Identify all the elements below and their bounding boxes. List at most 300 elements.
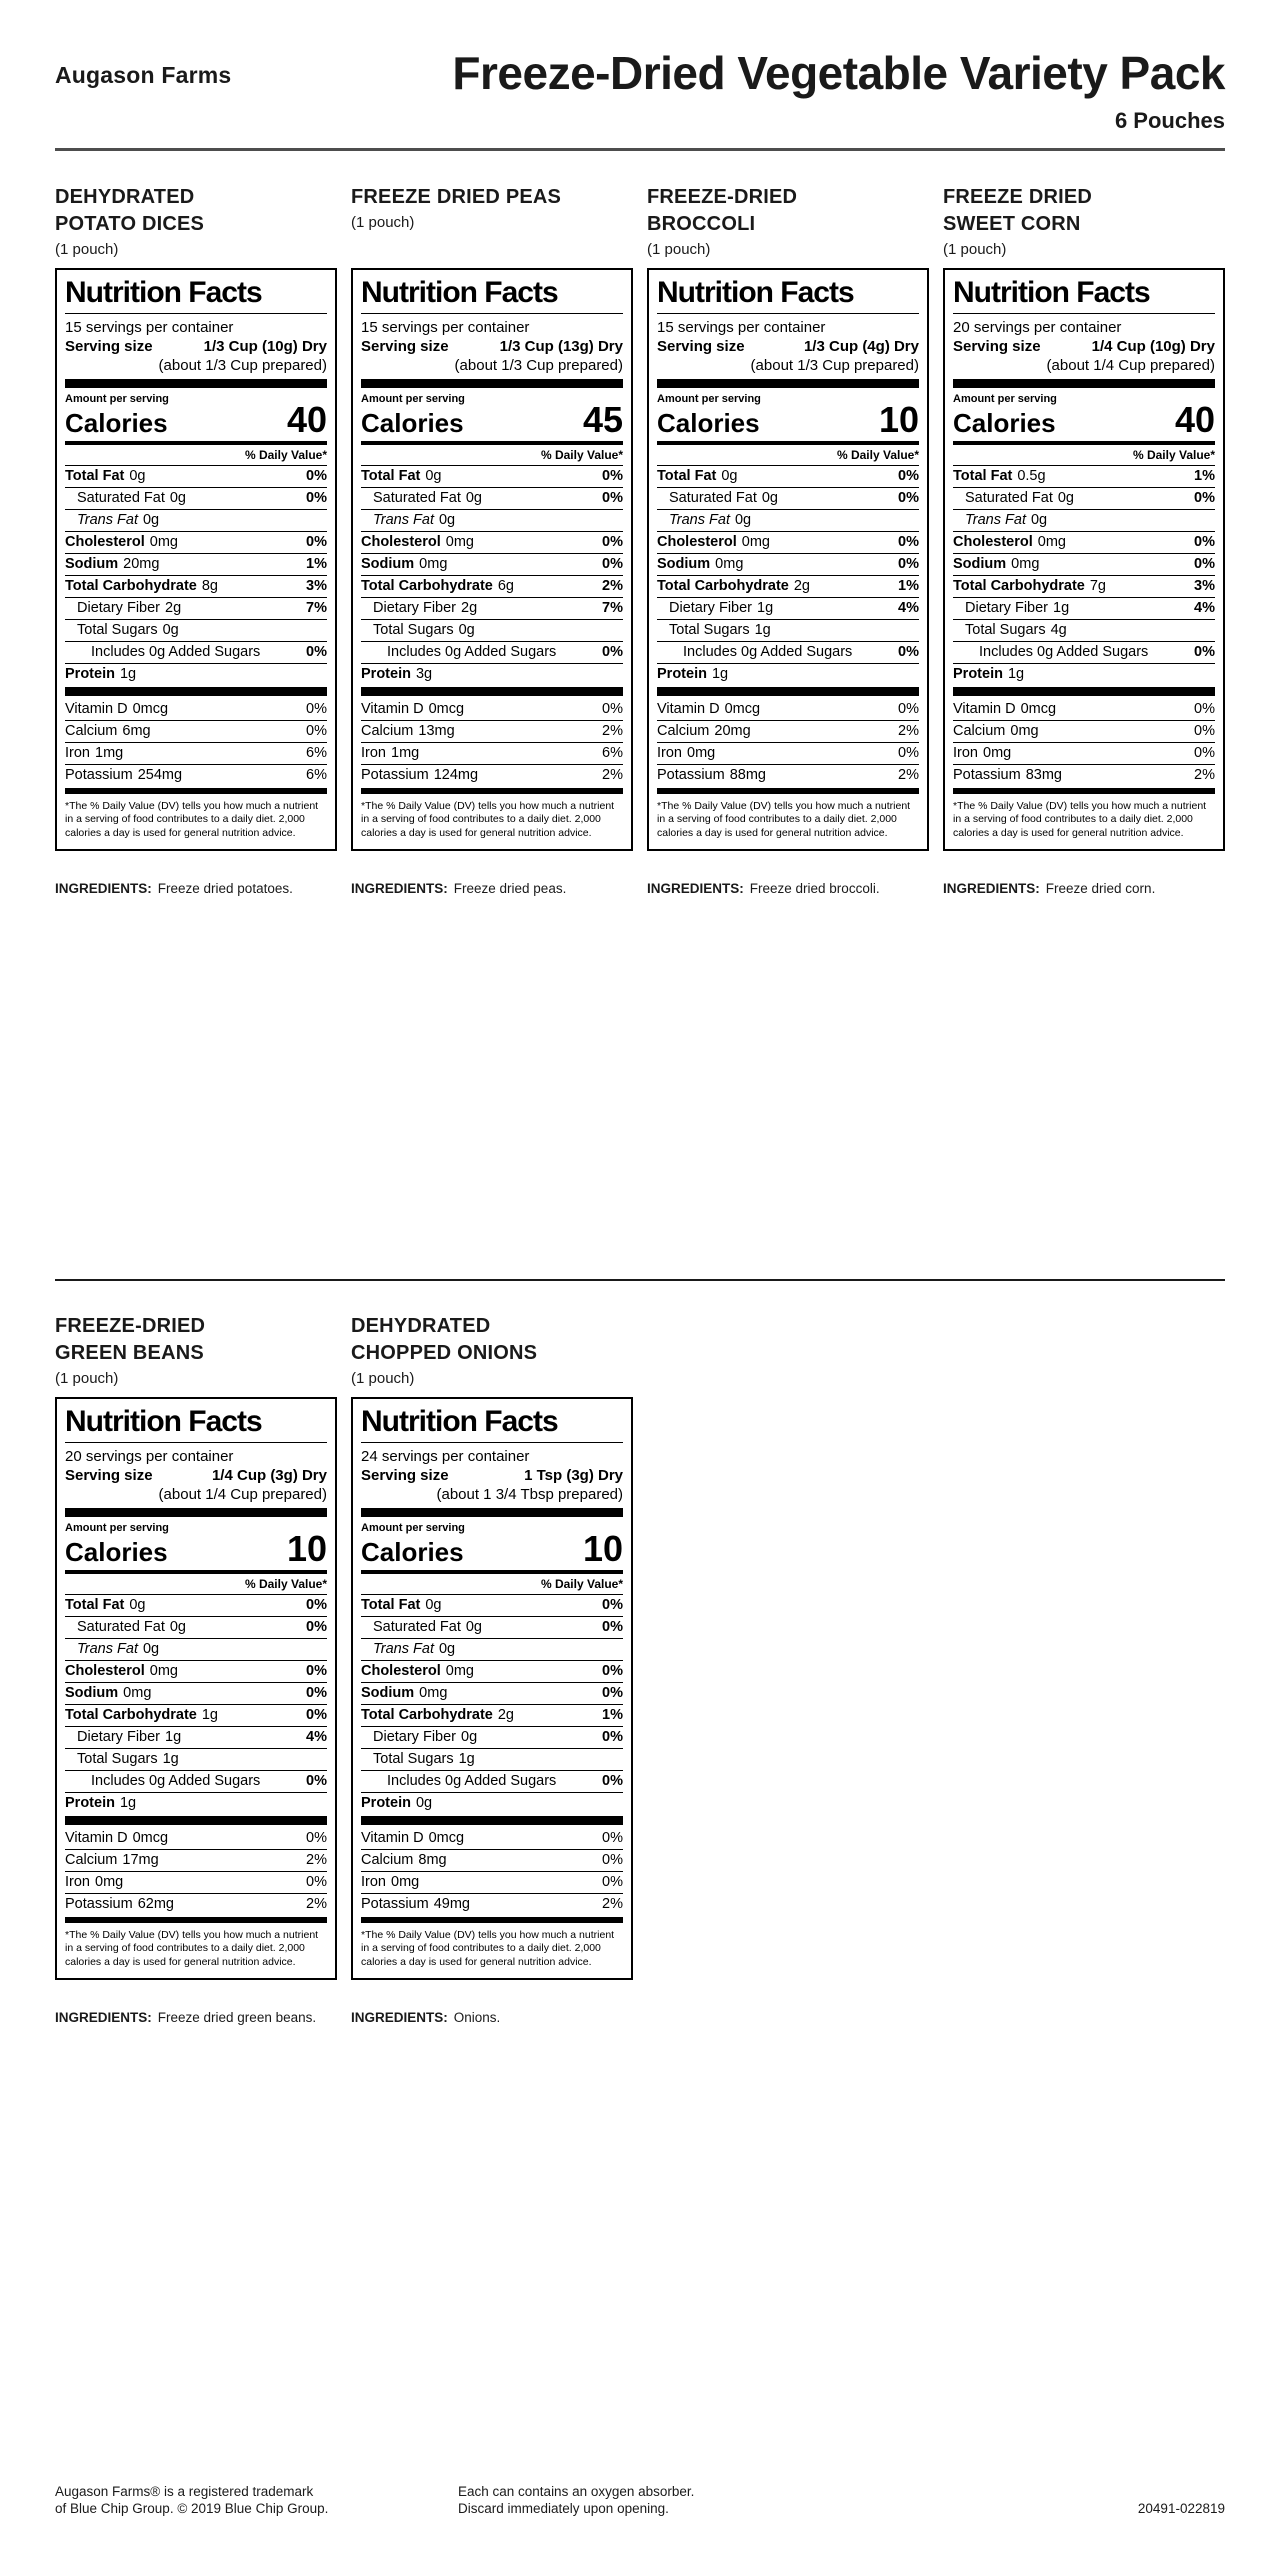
product-name (647, 184, 929, 238)
nutrient-name-amount (657, 723, 751, 739)
nutrient-row (65, 641, 327, 663)
nutrient-name: Includes 0g Added Sugars (387, 644, 557, 661)
product-name-line: FREEZE-DRIED (55, 1315, 206, 1337)
ingredients-line (351, 2010, 633, 2025)
nutrient-row (361, 465, 623, 487)
nutrient-daily-value: 0% (306, 1773, 327, 1790)
nutrient-daily-value: 4% (306, 1729, 327, 1746)
nutrient-name-amount (373, 1751, 475, 1767)
end-separator (657, 788, 919, 794)
nutrient-name-amount (669, 512, 751, 528)
nutrient-name-amount (361, 1896, 470, 1912)
nutrient-name-amount (65, 723, 151, 739)
nutrient-daily-value: 3% (1194, 578, 1215, 595)
nutrient-name-amount (77, 490, 186, 506)
nutrient-row (361, 764, 623, 786)
nutrient-daily-value: 0% (306, 534, 327, 551)
nutrient-amount: 0g (169, 1619, 186, 1636)
nutrient-daily-value: 0% (602, 1830, 623, 1847)
product-header (647, 184, 929, 268)
nutrient-amount: 2g (165, 600, 182, 617)
nutrient-name: Cholesterol (361, 534, 441, 551)
nutrition-facts-title: Nutrition Facts (657, 276, 919, 314)
nutrient-daily-value: 1% (1194, 468, 1215, 485)
nutrient-daily-value: 0% (306, 1685, 327, 1702)
nutrient-name-amount (65, 1685, 151, 1701)
nutrient-row (361, 1893, 623, 1915)
nutrition-facts-panel (351, 268, 633, 851)
nutrient-name-amount (953, 468, 1046, 484)
nutrient-name-amount (91, 1773, 265, 1789)
pouch-note: (1 pouch) (351, 214, 415, 231)
nutrient-row (65, 1770, 327, 1792)
nutrient-name: Includes 0g Added Sugars (91, 1773, 261, 1790)
nutrient-amount: 0g (162, 622, 179, 639)
serving-size-row (65, 1466, 327, 1485)
product-column (647, 184, 929, 896)
pouch-count: 6 Pouches (1114, 108, 1225, 133)
serving-size-value: 1/4 Cup (10g) Dry (1091, 338, 1215, 355)
nutrient-name-amount (965, 512, 1047, 528)
nutrient-row (657, 465, 919, 487)
nutrient-daily-value: 4% (1194, 600, 1215, 617)
nutrient-name-amount (361, 767, 478, 783)
nutrient-name-amount (373, 490, 482, 506)
nutrient-name: Saturated Fat (373, 1619, 461, 1636)
nutrient-amount: 49mg (433, 1896, 470, 1913)
nutrient-amount: 0g (465, 490, 482, 507)
nutrient-daily-value: 0% (306, 1597, 327, 1614)
nutrient-rows (657, 465, 919, 685)
serving-size-label: Serving size (953, 338, 1041, 355)
nutrient-row (361, 1660, 623, 1682)
nutrient-amount: 0g (415, 1795, 433, 1812)
amount-per-serving-label: Amount per serving (361, 1522, 465, 1534)
amount-per-serving-label: Amount per serving (361, 393, 465, 405)
nutrient-amount: 7g (1089, 578, 1106, 595)
nutrient-amount: 0.5g (1017, 468, 1046, 485)
nutrient-name: Vitamin D (953, 701, 1016, 718)
nutrient-name: Vitamin D (657, 701, 720, 718)
amount-per-serving-label: Amount per serving (953, 393, 1057, 405)
nutrient-amount: 0mg (741, 534, 770, 551)
nutrient-name: Potassium (361, 1896, 429, 1913)
serving-size-value: 1/4 Cup (3g) Dry (211, 1467, 327, 1484)
nutrient-name: Calcium (65, 1852, 118, 1869)
nutrient-row (65, 531, 327, 553)
nutrition-facts-panel (351, 1397, 633, 1980)
product-name-line: FREEZE DRIED (943, 186, 1093, 208)
nutrient-name-amount (361, 1852, 447, 1868)
nutrient-daily-value: 0% (602, 701, 623, 718)
nutrient-row (65, 1849, 327, 1871)
nutrient-row (361, 509, 623, 531)
nutrition-facts-title: Nutrition Facts (65, 1405, 327, 1443)
vitamin-rows (65, 699, 327, 786)
end-separator (361, 788, 623, 794)
nutrient-amount: 0mg (149, 534, 178, 551)
nutrient-amount: 1g (757, 600, 774, 617)
daily-value-header: % Daily Value* (540, 447, 623, 462)
nutrient-row (361, 1594, 623, 1616)
nutrient-name-amount (373, 622, 475, 638)
nutrient-row (361, 531, 623, 553)
nutrient-name: Iron (65, 1874, 90, 1891)
nutrient-rows (65, 465, 327, 685)
nutrient-amount: 0g (142, 1641, 160, 1658)
nutrient-name: Protein (65, 1795, 115, 1812)
nutrient-amount: 0mcg (428, 1830, 465, 1847)
nutrient-daily-value: 1% (602, 1707, 623, 1724)
vitamin-rows (65, 1828, 327, 1915)
nutrient-amount: 0mg (715, 556, 744, 573)
nutrient-name-amount (65, 468, 145, 484)
nutrient-name: Total Carbohydrate (361, 1707, 493, 1724)
nutrient-daily-value: 2% (602, 1896, 623, 1913)
nutrient-name-amount (953, 701, 1056, 717)
nutrient-name-amount (953, 578, 1106, 594)
nutrient-daily-value: 0% (306, 468, 327, 485)
trademark-line-2: of Blue Chip Group. © 2019 Blue Chip Group. (55, 2501, 329, 2516)
nutrient-name-amount (65, 666, 136, 682)
nutrient-name: Saturated Fat (77, 1619, 165, 1636)
product-column (55, 184, 337, 896)
nutrient-name-amount (657, 701, 760, 717)
nutrient-name: Total Carbohydrate (657, 578, 789, 595)
labels-row-top (55, 184, 1225, 896)
nutrient-amount: 0g (142, 512, 160, 529)
nutrient-name-amount (65, 1707, 218, 1723)
nutrient-name-amount (657, 534, 770, 550)
nutrient-name-amount (669, 490, 778, 506)
prepared-note: (about 1/4 Cup prepared) (158, 1486, 327, 1503)
nutrient-name-amount (77, 1751, 179, 1767)
nutrient-amount: 0mg (445, 1663, 474, 1680)
calories-value: 40 (286, 399, 327, 440)
nutrient-row (953, 509, 1215, 531)
nutrient-row (953, 487, 1215, 509)
nutrient-row (657, 663, 919, 685)
nutrient-amount: 0mg (123, 1685, 152, 1702)
product-name-line: BROCCOLI (647, 213, 756, 235)
nutrient-row (953, 597, 1215, 619)
nutrient-daily-value: 0% (602, 490, 623, 507)
nutrient-daily-value: 1% (306, 556, 327, 573)
nutrient-daily-value: 0% (602, 556, 623, 573)
serving-size-value: 1/3 Cup (4g) Dry (803, 338, 919, 355)
nutrient-name-amount (77, 1641, 159, 1657)
nutrient-name: Dietary Fiber (373, 1729, 456, 1746)
nutrient-daily-value: 0% (898, 701, 919, 718)
nutrient-name: Calcium (65, 723, 118, 740)
ingredients-text: Freeze dried green beans. (157, 2009, 317, 2025)
nutrient-name-amount (361, 534, 474, 550)
nutrient-amount: 0g (438, 1641, 456, 1658)
nutrient-name-amount (953, 666, 1024, 682)
nutrient-daily-value: 0% (1194, 644, 1215, 661)
nutrient-amount: 88mg (729, 767, 766, 784)
nutrient-row (65, 742, 327, 764)
nutrient-name: Total Sugars (669, 622, 750, 639)
nutrient-daily-value: 0% (306, 1663, 327, 1680)
nutrient-name: Total Fat (361, 468, 421, 485)
thick-separator (65, 1816, 327, 1825)
nutrient-row (953, 619, 1215, 641)
nutrient-name-amount (683, 644, 857, 660)
nutrient-name-amount (953, 745, 1011, 761)
prepared-note: (about 1/3 Cup prepared) (750, 357, 919, 374)
nutrient-daily-value: 0% (602, 644, 623, 661)
trademark-line-1: Augason Farms® is a registered trademark (55, 2484, 314, 2499)
nutrient-name-amount (361, 745, 419, 761)
nutrient-name: Iron (361, 745, 386, 762)
nutrient-row (657, 641, 919, 663)
nutrient-name-amount (65, 1830, 168, 1846)
product-column (351, 1313, 633, 2025)
nutrient-name: Total Fat (657, 468, 717, 485)
product-name (55, 1313, 337, 1367)
nutrient-daily-value: 0% (306, 1830, 327, 1847)
nutrient-name-amount (953, 534, 1066, 550)
nutrient-name: Cholesterol (953, 534, 1033, 551)
nutrient-name: Includes 0g Added Sugars (387, 1773, 557, 1790)
nutrient-name-amount (361, 556, 447, 572)
thick-separator (953, 687, 1215, 696)
nutrient-name-amount (361, 666, 432, 682)
nutrient-amount: 6mg (122, 723, 151, 740)
daily-value-header: % Daily Value* (540, 1576, 623, 1591)
pouch-note: (1 pouch) (351, 1370, 415, 1387)
nutrient-row (361, 1748, 623, 1770)
product-name (55, 184, 337, 238)
nutrient-amount: 20mg (714, 723, 751, 740)
daily-value-footnote: *The % Daily Value (DV) tells you how much a nutrient in a serving of food contributes to a daily diet. 2,000 calories a day is used for general nutrition advice. (361, 799, 615, 839)
footer (55, 2483, 1225, 2517)
nutrient-amount: 3g (415, 666, 433, 683)
nutrient-row (657, 575, 919, 597)
nutrient-name-amount (373, 600, 477, 616)
nutrient-daily-value: 7% (306, 600, 327, 617)
nutrient-name: Dietary Fiber (77, 1729, 160, 1746)
nutrition-facts-panel (943, 268, 1225, 851)
nutrient-row (361, 553, 623, 575)
nutrient-name-amount (91, 644, 265, 660)
nutrient-name: Cholesterol (361, 1663, 441, 1680)
nutrient-name: Cholesterol (65, 1663, 145, 1680)
serving-size-label: Serving size (657, 338, 745, 355)
product-column (351, 184, 633, 896)
nutrient-name: Saturated Fat (77, 490, 165, 507)
amount-per-serving-label: Amount per serving (65, 393, 169, 405)
nutrient-daily-value: 2% (306, 1896, 327, 1913)
nutrient-amount: 0mg (149, 1663, 178, 1680)
nutrient-amount: 0g (761, 490, 778, 507)
trademark-note (55, 2483, 458, 2517)
nutrient-name-amount (373, 1641, 455, 1657)
nutrient-name-amount (669, 622, 771, 638)
nutrient-name-amount (373, 1619, 482, 1635)
nutrient-amount: 0g (721, 468, 738, 485)
ingredients-label: INGREDIENTS: (943, 880, 1040, 896)
calories-label: Calories (657, 407, 760, 438)
product-code: 20491-022819 (1137, 2501, 1225, 2516)
title-block (452, 47, 1225, 134)
serving-size-label: Serving size (361, 1467, 449, 1484)
calories-label: Calories (361, 407, 464, 438)
nutrient-row (361, 487, 623, 509)
nutrient-name-amount (65, 767, 182, 783)
nutrient-row (65, 699, 327, 720)
product-header (55, 1313, 337, 1397)
nutrient-daily-value: 2% (306, 1852, 327, 1869)
nutrient-row (953, 764, 1215, 786)
nutrient-daily-value: 6% (306, 745, 327, 762)
nutrient-name: Calcium (361, 1852, 414, 1869)
thick-separator (65, 379, 327, 388)
product-name-line: CHOPPED ONIONS (351, 1342, 538, 1364)
nutrient-name: Protein (953, 666, 1003, 683)
nutrient-row (657, 531, 919, 553)
nutrient-row (361, 1770, 623, 1792)
pouch-note: (1 pouch) (943, 241, 1007, 258)
oxygen-line-2: Discard immediately upon opening. (458, 2501, 669, 2516)
nutrient-row (65, 1726, 327, 1748)
product-header (55, 184, 337, 268)
nutrient-name: Protein (65, 666, 115, 683)
nutrient-amount: 17mg (122, 1852, 159, 1869)
nutrient-name: Cholesterol (65, 534, 145, 551)
end-separator (361, 1917, 623, 1923)
nutrient-name: Includes 0g Added Sugars (979, 644, 1149, 661)
nutrient-amount: 2g (793, 578, 810, 595)
nutrient-name: Calcium (657, 723, 710, 740)
nutrient-row (953, 720, 1215, 742)
nutrient-name: Calcium (361, 723, 414, 740)
nutrient-daily-value: 0% (898, 556, 919, 573)
nutrient-name: Total Sugars (77, 1751, 158, 1768)
nutrient-daily-value: 0% (306, 1619, 327, 1636)
end-separator (953, 788, 1215, 794)
nutrient-name-amount (65, 1795, 136, 1811)
nutrient-name: Potassium (953, 767, 1021, 784)
nutrient-name: Dietary Fiber (77, 600, 160, 617)
nutrient-amount: 62mg (137, 1896, 174, 1913)
nutrient-amount: 1mg (95, 745, 124, 762)
thick-separator (953, 379, 1215, 388)
nutrient-row (361, 1638, 623, 1660)
nutrient-name-amount (965, 490, 1074, 506)
nutrient-row (65, 1748, 327, 1770)
nutrient-name-amount (65, 701, 168, 717)
nutrient-name: Vitamin D (361, 1830, 424, 1847)
nutrient-name: Potassium (361, 767, 429, 784)
nutrient-name-amount (361, 1795, 432, 1811)
nutrient-row (953, 699, 1215, 720)
nutrient-daily-value: 0% (306, 490, 327, 507)
nutrient-row (657, 553, 919, 575)
nutrient-name-amount (361, 578, 514, 594)
nutrient-daily-value: 0% (1194, 556, 1215, 573)
nutrient-daily-value: 0% (602, 468, 623, 485)
nutrient-name-amount (65, 1874, 123, 1890)
nutrient-name-amount (979, 644, 1153, 660)
nutrient-rows (953, 465, 1215, 685)
nutrient-daily-value: 2% (602, 767, 623, 784)
nutrition-facts-title: Nutrition Facts (65, 276, 327, 314)
nutrient-row (65, 1828, 327, 1849)
nutrition-facts-panel (647, 268, 929, 851)
nutrient-amount: 0g (465, 1619, 482, 1636)
nutrient-name-amount (669, 600, 773, 616)
nutrient-daily-value: 0% (306, 644, 327, 661)
nutrient-name-amount (65, 1896, 174, 1912)
ingredients-label: INGREDIENTS: (351, 880, 448, 896)
nutrient-name-amount (65, 1663, 178, 1679)
nutrient-row (657, 487, 919, 509)
nutrient-daily-value: 4% (898, 600, 919, 617)
nutrient-amount: 4g (1050, 622, 1067, 639)
nutrient-amount: 0mcg (132, 1830, 169, 1847)
nutrient-daily-value: 0% (1194, 745, 1215, 762)
nutrient-name: Total Sugars (373, 622, 454, 639)
nutrient-amount: 124mg (433, 767, 479, 784)
product-name-line: POTATO DICES (55, 213, 205, 235)
nutrient-row (65, 1660, 327, 1682)
nutrient-daily-value: 0% (602, 534, 623, 551)
nutrient-row (65, 1792, 327, 1814)
nutrient-name-amount (65, 578, 218, 594)
nutrient-row (361, 1616, 623, 1638)
product-header (351, 184, 633, 268)
serving-size-row (65, 337, 327, 356)
nutrient-name: Sodium (953, 556, 1007, 573)
vitamin-rows (361, 1828, 623, 1915)
nutrient-row (361, 1828, 623, 1849)
nutrient-name-amount (65, 1852, 159, 1868)
product-header (351, 1313, 633, 1397)
nutrient-row (361, 742, 623, 764)
nutrient-row (657, 597, 919, 619)
nutrient-name: Vitamin D (361, 701, 424, 718)
nutrient-amount: 0mcg (132, 701, 169, 718)
nutrient-amount: 1g (754, 622, 771, 639)
nutrient-amount: 0g (425, 468, 442, 485)
nutrient-daily-value: 0% (1194, 723, 1215, 740)
thick-separator (657, 379, 919, 388)
nutrient-name: Protein (361, 1795, 411, 1812)
page-title: Freeze-Dried Vegetable Variety Pack (452, 47, 1225, 99)
nutrient-name-amount (65, 1597, 145, 1613)
nutrient-name: Total Carbohydrate (953, 578, 1085, 595)
nutrient-amount: 0mcg (428, 701, 465, 718)
calories-value: 40 (1174, 399, 1215, 440)
nutrient-daily-value: 2% (898, 767, 919, 784)
brand-logo: Augason Farms (55, 62, 232, 88)
thick-separator (657, 687, 919, 696)
serving-size-row (657, 337, 919, 356)
nutrient-row (65, 1704, 327, 1726)
nutrient-daily-value: 6% (602, 745, 623, 762)
nutrient-amount: 0g (734, 512, 752, 529)
nutrient-row (361, 1849, 623, 1871)
servings-per-container: 20 servings per container (65, 1448, 234, 1465)
product-name-line: DEHYDRATED (351, 1315, 491, 1337)
nutrient-row (361, 663, 623, 685)
nutrient-name: Vitamin D (65, 701, 128, 718)
nutrient-row (65, 1616, 327, 1638)
nutrient-amount: 0mg (391, 1874, 420, 1891)
nutrient-name-amount (965, 600, 1069, 616)
